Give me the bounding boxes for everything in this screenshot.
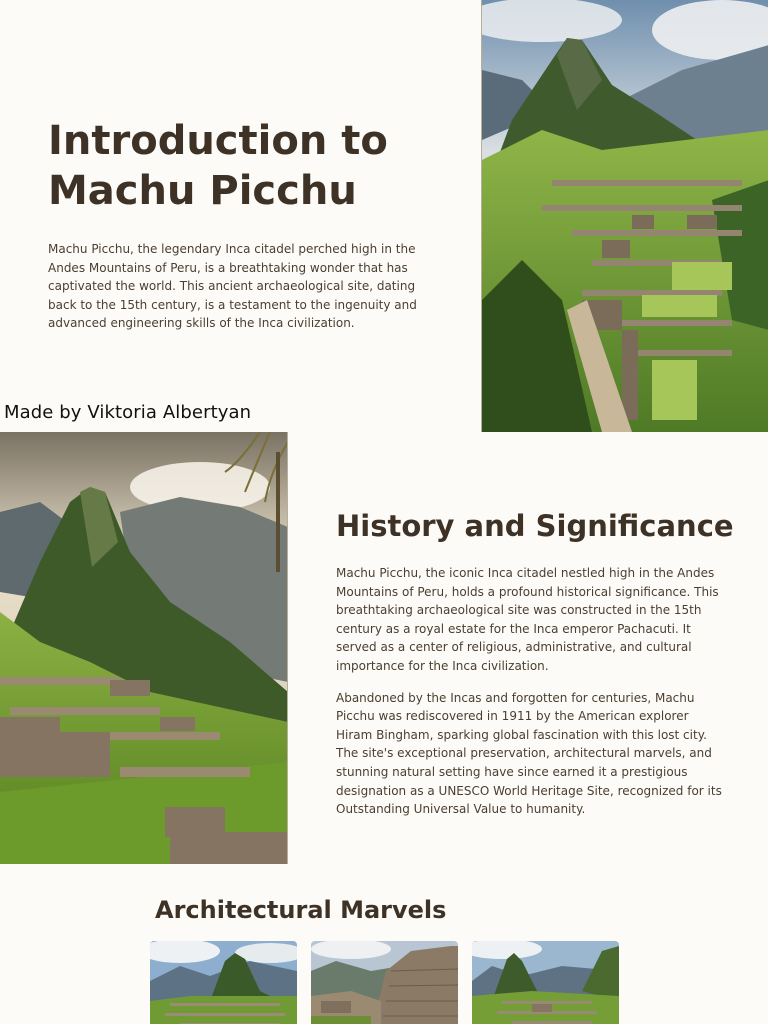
architecture-title: Architectural Marvels <box>155 896 447 924</box>
history-paragraph-2: Abandoned by the Incas and forgotten for centuries, Machu Picchu was rediscovered in 1911 by the American explorer Hiram Bingham, sparking global fascination with this lost city. The site's exceptional preservation, architectural marvels, and stunning natural setting have since earned it a prestigious designation as a UNESCO World Heritage Site, recognized for its Outstanding Universal Value to humanity. <box>336 690 722 817</box>
history-paragraph-1: Machu Picchu, the iconic Inca citadel nestled high in the Andes Mountains of Peru, holds a profound historical significance. This breathtaking archaeological site was constructed in the 15th century as a royal estate for the Inca emperor Pachacuti. It served as a center of religious, administrative, and cultural importance for the Inca civilization. <box>336 566 719 673</box>
intro-section <box>48 116 423 333</box>
gallery-image-stonework <box>311 941 458 1024</box>
history-image <box>0 432 288 864</box>
history-section <box>336 508 734 819</box>
author-credit: Made by Viktoria Albertyan <box>4 402 252 423</box>
gallery-image-terraces <box>150 941 297 1024</box>
intro-body: Machu Picchu, the legendary Inca citadel perched high in the Andes Mountains of Peru, is a breathtaking wonder that has captivated the world. This ancient archaeological site, dating back to the 15th century, is a testament to the ingenuity and advanced engineering skills of the Inca civilization. <box>48 242 417 331</box>
architecture-gallery <box>150 941 619 1024</box>
machu-picchu-hero-image <box>481 0 768 432</box>
history-title: History and Significance <box>336 509 734 543</box>
gallery-image-citadel <box>472 941 619 1024</box>
intro-title: Introduction to Machu Picchu <box>48 118 388 214</box>
